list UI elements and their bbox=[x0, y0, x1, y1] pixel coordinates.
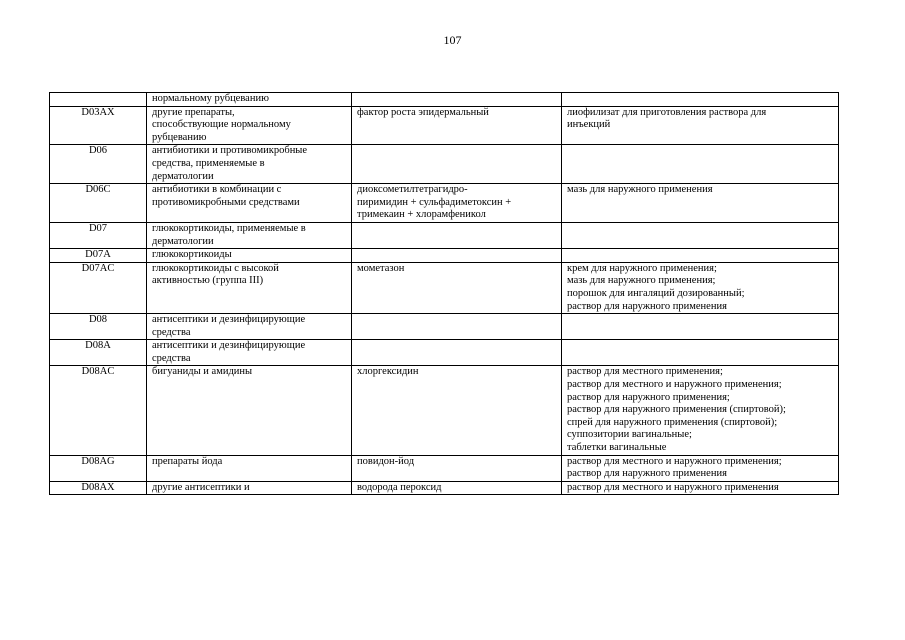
dosage-form-cell: раствор для местного и наружного применения bbox=[562, 481, 839, 495]
dosage-form-cell: раствор для местного применения; раствор для местного и наружного применения; раствор для наружного применения; раствор для наружного применения (спиртовой); спрей для наружного применения (спиртовой); суппозитории вагинальные; таблетки вагинальные bbox=[562, 366, 839, 455]
dosage-form-cell bbox=[562, 249, 839, 263]
dosage-form-cell: раствор для местного и наружного применения; раствор для наружного применения bbox=[562, 455, 839, 481]
substance-cell bbox=[352, 314, 562, 340]
dosage-form-cell: мазь для наружного применения bbox=[562, 184, 839, 223]
atc-code-cell: D07AC bbox=[50, 262, 147, 313]
table-row bbox=[50, 366, 839, 455]
atc-code-cell: D08AG bbox=[50, 455, 147, 481]
substance-cell: повидон-йод bbox=[352, 455, 562, 481]
group-cell: глюкокортикоиды, применяемые в дерматологии bbox=[147, 222, 352, 248]
substance-cell: диоксометилтетрагидро- пиримидин + сульфадиметоксин + тримекаин + хлорамфеникол bbox=[352, 184, 562, 223]
atc-code-cell: D06 bbox=[50, 145, 147, 184]
group-cell: другие препараты, способствующие нормальному рубцеванию bbox=[147, 106, 352, 145]
table-row bbox=[50, 455, 839, 481]
atc-code-cell: D06C bbox=[50, 184, 147, 223]
group-cell: глюкокортикоиды bbox=[147, 249, 352, 263]
group-cell: бигуаниды и амидины bbox=[147, 366, 352, 455]
table-row bbox=[50, 145, 839, 184]
table-row bbox=[50, 106, 839, 145]
table-row bbox=[50, 222, 839, 248]
dosage-form-cell bbox=[562, 93, 839, 107]
page-number: 107 bbox=[443, 33, 462, 47]
dosage-form-cell bbox=[562, 340, 839, 366]
table-row bbox=[50, 314, 839, 340]
dosage-form-cell bbox=[562, 145, 839, 184]
group-cell: глюкокортикоиды с высокой активностью (группа III) bbox=[147, 262, 352, 313]
group-cell: антибиотики и противомикробные средства, применяемые в дерматологии bbox=[147, 145, 352, 184]
group-cell: антисептики и дезинфицирующие средства bbox=[147, 314, 352, 340]
group-cell: другие антисептики и bbox=[147, 481, 352, 495]
atc-code-cell: D03AX bbox=[50, 106, 147, 145]
atc-code-cell: D07 bbox=[50, 222, 147, 248]
substance-cell bbox=[352, 249, 562, 263]
group-cell: антибиотики в комбинации с противомикробными средствами bbox=[147, 184, 352, 223]
group-cell: препараты йода bbox=[147, 455, 352, 481]
table-row bbox=[50, 481, 839, 495]
table-row bbox=[50, 249, 839, 263]
atc-code-cell: D08AX bbox=[50, 481, 147, 495]
table-row bbox=[50, 184, 839, 223]
group-cell: антисептики и дезинфицирующие средства bbox=[147, 340, 352, 366]
group-cell: нормальному рубцеванию bbox=[147, 93, 352, 107]
atc-code-cell: D07A bbox=[50, 249, 147, 263]
table-row bbox=[50, 340, 839, 366]
drug-table bbox=[49, 92, 839, 495]
dosage-form-cell bbox=[562, 222, 839, 248]
substance-cell: мометазон bbox=[352, 262, 562, 313]
substance-cell: водорода пероксид bbox=[352, 481, 562, 495]
substance-cell bbox=[352, 340, 562, 366]
table-row bbox=[50, 262, 839, 313]
substance-cell bbox=[352, 145, 562, 184]
dosage-form-cell: лиофилизат для приготовления раствора для инъекций bbox=[562, 106, 839, 145]
dosage-form-cell bbox=[562, 314, 839, 340]
atc-code-cell: D08AC bbox=[50, 366, 147, 455]
substance-cell: хлоргексидин bbox=[352, 366, 562, 455]
table-row bbox=[50, 93, 839, 107]
substance-cell bbox=[352, 222, 562, 248]
dosage-form-cell: крем для наружного применения; мазь для наружного применения; порошок для ингаляций дозированный; раствор для наружного применения bbox=[562, 262, 839, 313]
substance-cell: фактор роста эпидермальный bbox=[352, 106, 562, 145]
substance-cell bbox=[352, 93, 562, 107]
atc-code-cell bbox=[50, 93, 147, 107]
atc-code-cell: D08A bbox=[50, 340, 147, 366]
atc-code-cell: D08 bbox=[50, 314, 147, 340]
